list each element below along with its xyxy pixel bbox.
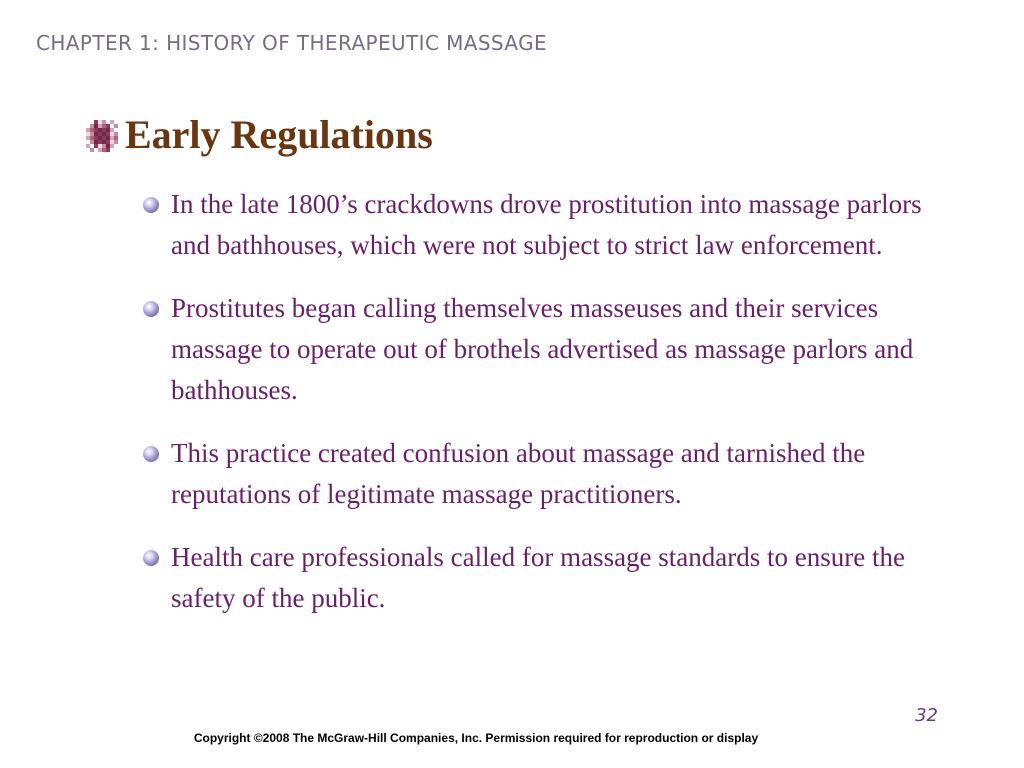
purple-sphere-bullet-icon bbox=[143, 550, 159, 566]
purple-sphere-bullet-icon bbox=[143, 301, 159, 317]
bullet-list bbox=[143, 184, 943, 641]
list-item bbox=[143, 537, 943, 619]
purple-sphere-bullet-icon bbox=[143, 446, 159, 462]
purple-sphere-bullet-icon bbox=[143, 197, 159, 213]
bullet-text: Prostitutes began calling themselves masseuses and their services massage to operate out of brothels advertised as massage parlors and bathhouses. bbox=[171, 293, 914, 405]
copyright-notice: Copyright ©2008 The McGraw-Hill Companies, Inc. Permission required for reproduction or display bbox=[193, 731, 759, 745]
page-number: 32 bbox=[915, 705, 938, 726]
bullet-text: This practice created confusion about massage and tarnished the reputations of legitimate massage practitioners. bbox=[171, 438, 866, 509]
list-item bbox=[143, 433, 943, 515]
bullet-text: In the late 1800’s crackdowns drove prostitution into massage parlors and bathhouses, which were not subject to strict law enforcement. bbox=[171, 189, 922, 260]
slide-heading: Early Regulations bbox=[125, 112, 433, 157]
list-item bbox=[143, 288, 943, 411]
list-item bbox=[143, 184, 943, 266]
chapter-header: CHAPTER 1: HISTORY OF THERAPEUTIC MASSAGE bbox=[36, 31, 548, 55]
checkered-square-bullet-icon bbox=[86, 120, 118, 152]
bullet-text: Health care professionals called for massage standards to ensure the safety of the public. bbox=[171, 542, 905, 613]
